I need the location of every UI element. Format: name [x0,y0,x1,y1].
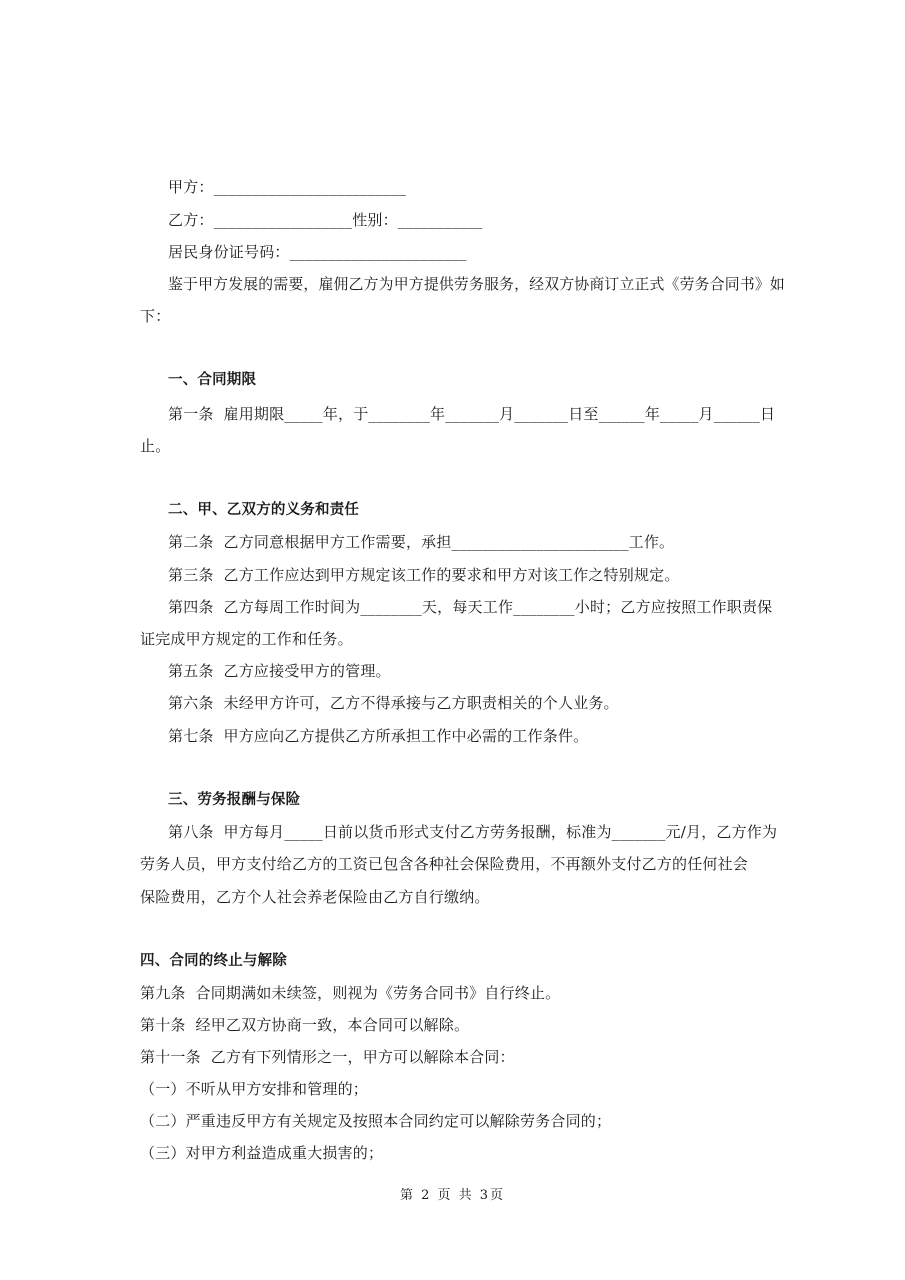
article-6: 第六条 未经甲方许可，乙方不得承接与乙方职责相关的个人业务。 [168,694,619,712]
article-11-item-1: （一）不听从甲方安排和管理的； [140,1080,369,1098]
article-1-line-1: 第一条 雇用期限_____年，于________年_______月_______日至______年_____月______日 [168,405,776,423]
article-3: 第三条 乙方工作应达到甲方规定该工作的要求和甲方对该工作之特别规定。 [168,566,680,584]
article-2: 第二条 乙方同意根据甲方工作需要，承担_______________________工作。 [168,533,675,551]
article-5: 第五条 乙方应接受甲方的管理。 [168,662,391,680]
article-11: 第十一条 乙方有下列情形之一，甲方可以解除本合同： [140,1048,515,1066]
article-7: 第七条 甲方应向乙方提供乙方所承担工作中必需的工作条件。 [168,727,589,745]
page-footer: 第 2 页 共 3页 [399,1188,506,1203]
section-1-title: 一、合同期限 [168,372,257,388]
section-4-title: 四、合同的终止与解除 [140,953,287,969]
article-4-line-2: 证完成甲方规定的工作和任务。 [140,630,353,648]
section-3-title: 三、劳务报酬与保险 [168,792,301,808]
article-8-line-1: 第八条 甲方每月_____日前以货币形式支付乙方劳务报酬，标准为_______元/月，乙方作为 [168,823,778,841]
preamble-line-1: 鉴于甲方发展的需要，雇佣乙方为甲方提供劳务服务，经双方协商订立正式《劳务合同书》如 [168,275,785,293]
preamble-line-2: 下： [140,307,171,325]
id-number-line: 居民身份证号码：_______________________ [168,243,467,261]
section-2-title: 二、甲、乙双方的义务和责任 [168,502,360,518]
article-9: 第九条 合同期满如未续签，则视为《劳务合同书》自行终止。 [140,984,561,1002]
party-a-line: 甲方：_________________________ [168,178,407,196]
article-4-line-1: 第四条 乙方每周工作时间为________天，每天工作________小时；乙方应按照工作职责保 [168,598,773,616]
article-11-item-2: （二）严重违反甲方有关规定及按照本合同约定可以解除劳务合同的； [140,1112,612,1130]
article-10: 第十条 经甲乙双方协商一致，本合同可以解除。 [140,1016,470,1034]
article-8-line-2: 劳务人员，甲方支付给乙方的工资已包含各种社会保险费用，不再额外支付乙方的任何社会 [140,855,749,873]
article-1-line-2: 止。 [140,437,171,455]
article-8-line-3: 保险费用，乙方个人社会养老保险由乙方自行缴纳。 [140,888,490,906]
party-b-line: 乙方：__________________性别：___________ [168,211,483,229]
article-11-item-3: （三）对甲方利益造成重大损害的； [140,1144,384,1162]
